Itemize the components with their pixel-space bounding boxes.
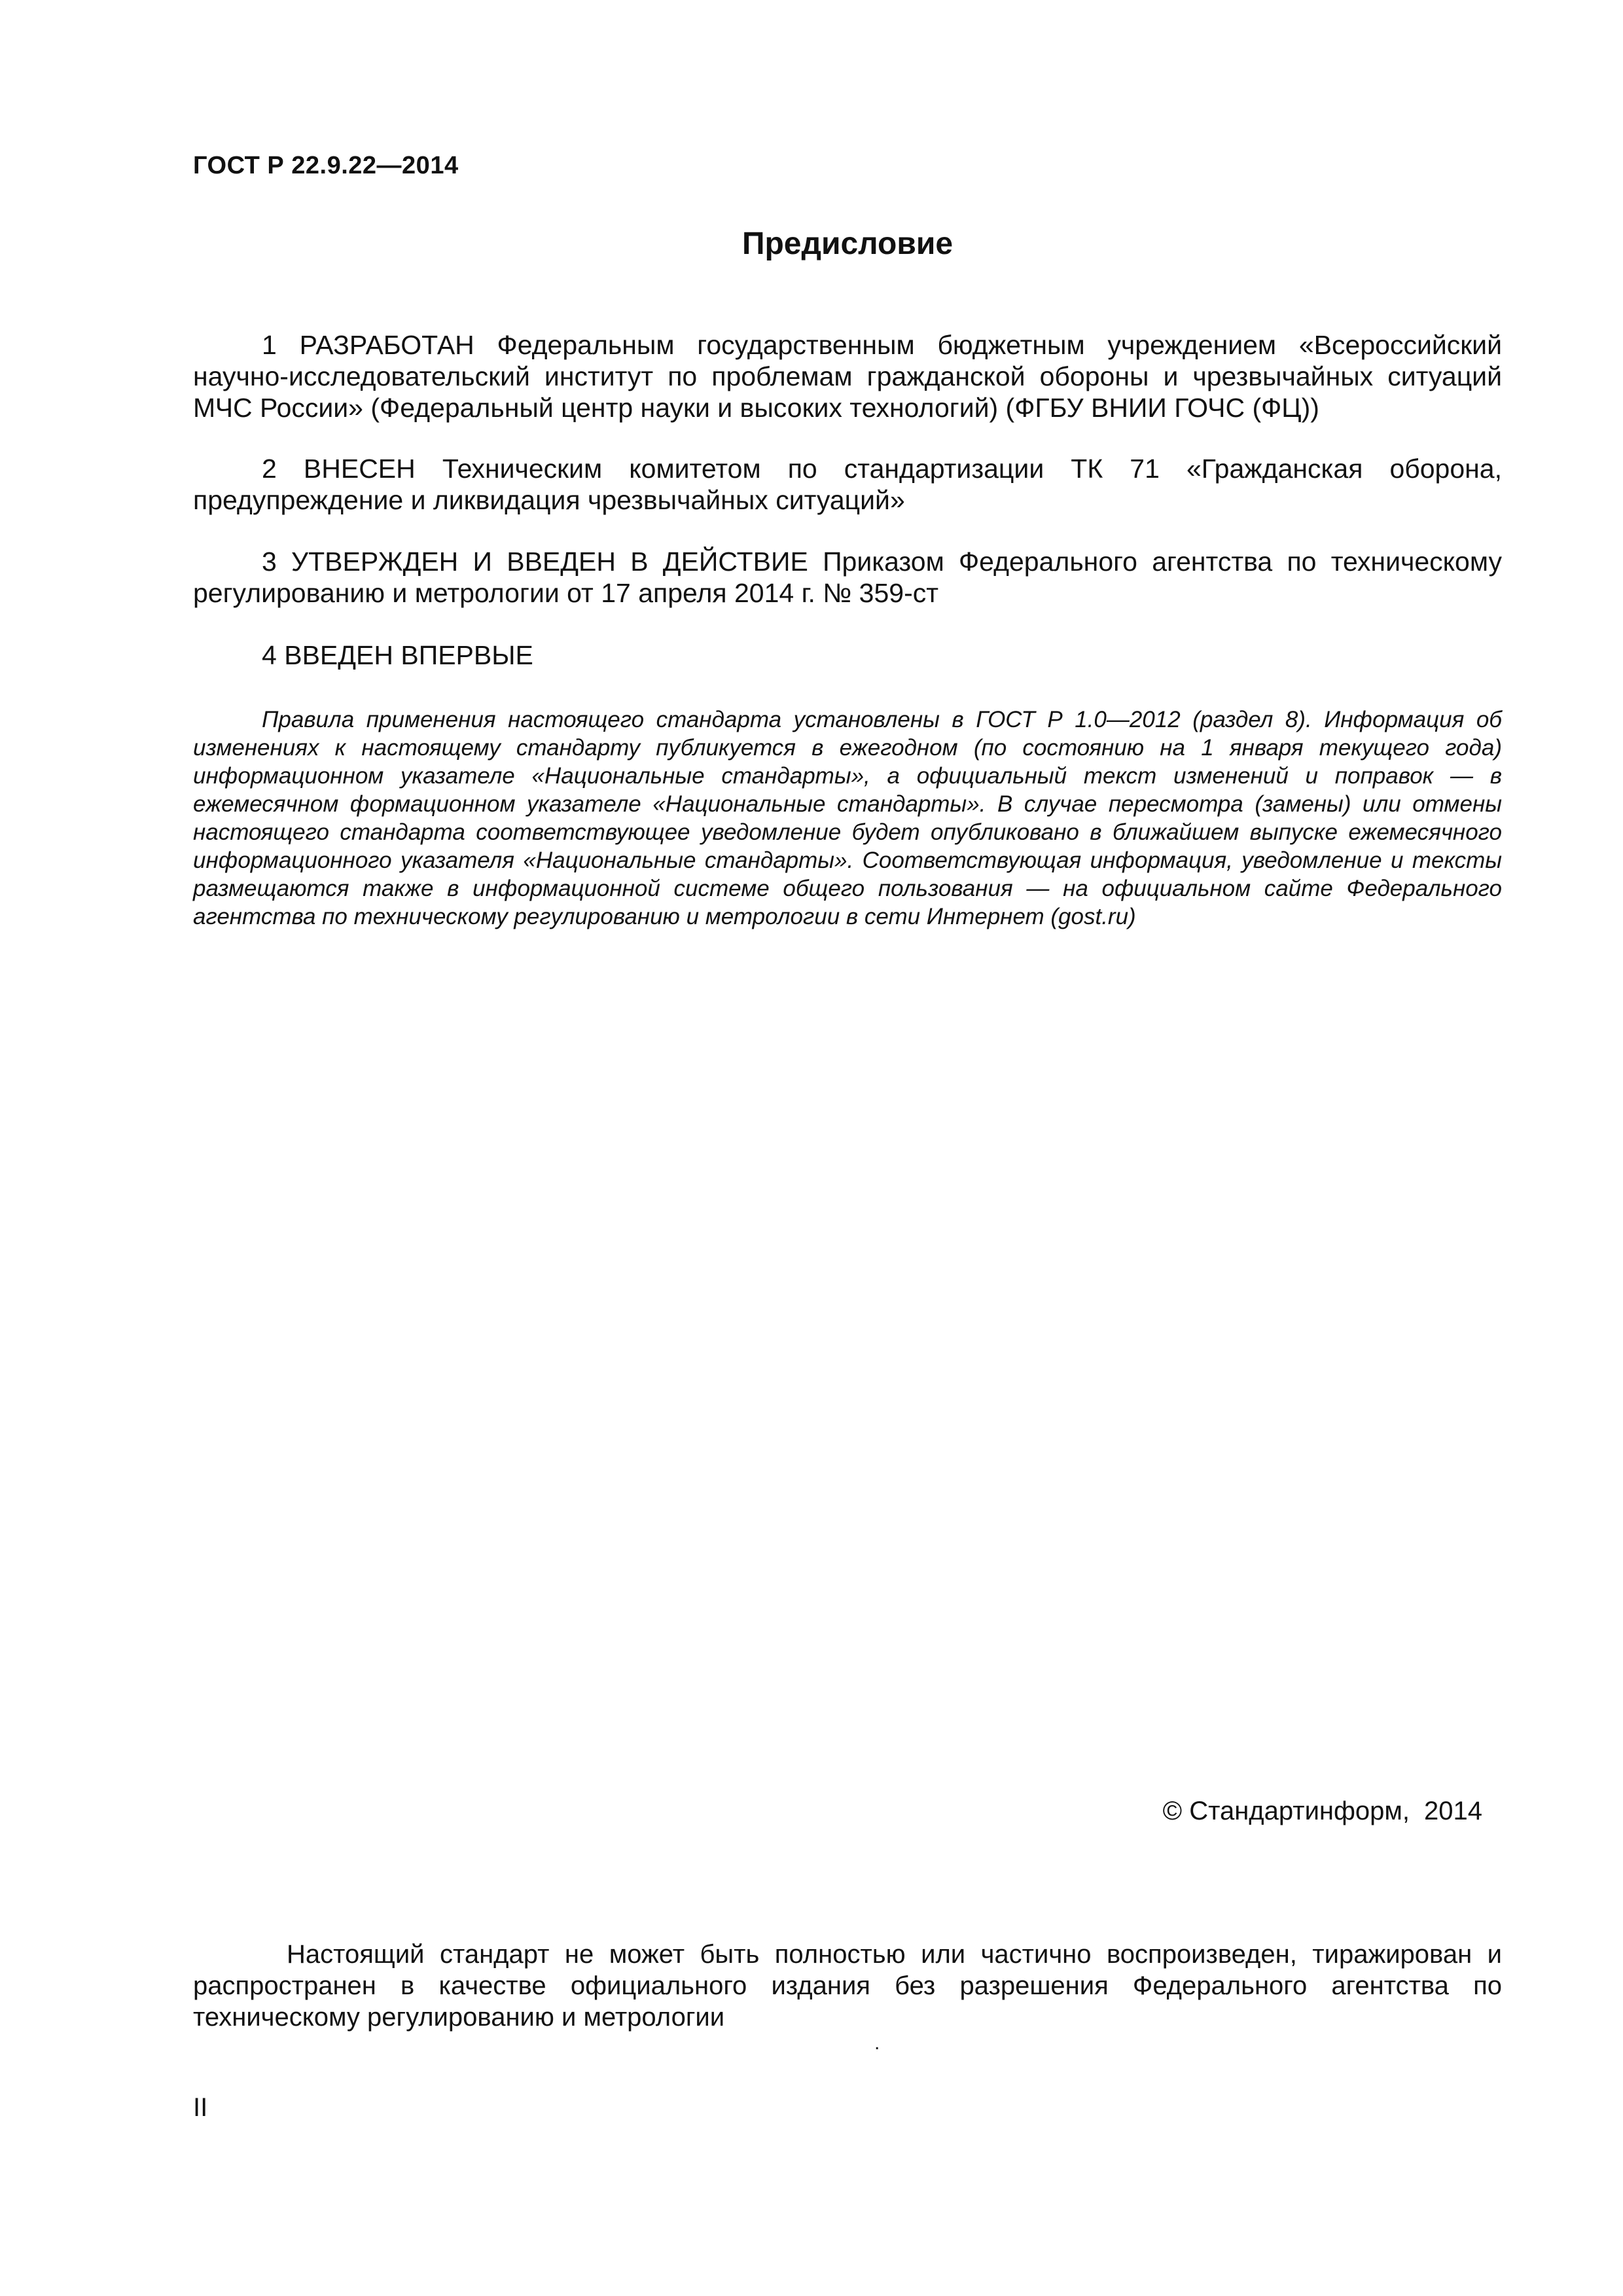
- paragraph-4-number: 4: [262, 640, 277, 670]
- paragraph-1-number: 1: [262, 330, 277, 360]
- application-rules-note-text: Правила применения настоящего стандарта установлены в ГОСТ Р 1.0—2012 (раздел 8). Информация об изменениях к настоящему стандарту публикуется в ежегодном (по состоянию на 1 января текущего года) информационном указателе «Национальные стандарты», а официальный текст изменений и поправок — в ежемесячном формационном указателе «Национальные стандарты». В случае пересмотра (замены) или отмены настоящего стандарта соответствующее уведомление будет опубликовано в ближайшем выпуске ежемесячного информационного указателя «Национальные стандарты». Соответствующая информация, уведомление и тексты размещаются также в информационной системе общего пользования — на официальном сайте Федерального агентства по техническому регулированию и метрологии в сети Интернет (gost.ru): [193, 707, 1502, 929]
- stray-dot: .: [874, 2032, 880, 2054]
- copyright-holder: © Стандартинформ,: [1162, 1797, 1410, 1825]
- paragraph-3-number: 3: [262, 547, 277, 577]
- page-title: Предисловие: [741, 226, 954, 261]
- paragraph-1: [193, 329, 1502, 423]
- paragraph-4: [193, 639, 1502, 671]
- copyright-line: [1163, 1797, 1482, 1826]
- page-number: II: [193, 2093, 208, 2122]
- paragraph-3-text: УТВЕРЖДЕН И ВВЕДЕН В ДЕЙСТВИЕ Приказом Федерального агентства по техническому регулированию и метрологии от 17 апреля 2014 г. № 359-ст: [193, 547, 1502, 608]
- legal-notice: [193, 1939, 1502, 2033]
- copyright-year: 2014: [1424, 1797, 1482, 1825]
- paragraph-1-text: РАЗРАБОТАН Федеральным государственным бюджетным учреждением «Всероссийский научно-исследовательский институт по проблемам гражданской обороны и чрезвычайных ситуаций МЧС России» (Федеральный центр науки и высоких технологий) (ФГБУ ВНИИ ГОЧС (ФЦ)): [193, 330, 1502, 423]
- application-rules-note: [193, 706, 1502, 931]
- paragraph-4-text: ВВЕДЕН ВПЕРВЫЕ: [284, 640, 533, 670]
- paragraph-2-text: ВНЕСЕН Техническим комитетом по стандартизации ТК 71 «Гражданская оборона, предупреждение и ликвидация чрезвычайных ситуаций»: [193, 454, 1502, 515]
- legal-notice-text: Настоящий стандарт не может быть полностью или частично воспроизведен, тиражирован и распространен в качестве официального издания без разрешения Федерального агентства по техническому регулированию и метрологии: [193, 1940, 1502, 2032]
- paragraph-2-number: 2: [262, 454, 277, 484]
- paragraph-2: [193, 453, 1502, 516]
- paragraph-3: [193, 546, 1502, 609]
- standard-code-header: ГОСТ Р 22.9.22—2014: [193, 152, 459, 179]
